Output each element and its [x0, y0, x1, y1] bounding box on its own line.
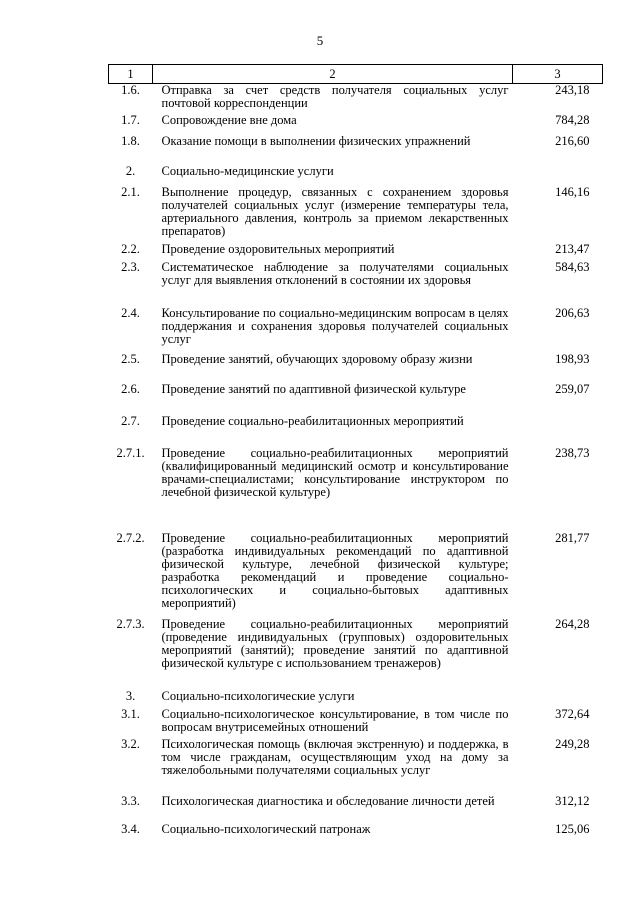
- services-table: [108, 64, 603, 843]
- page-number: 5: [316, 33, 324, 48]
- table-row: [109, 447, 603, 532]
- row-number: 2.7.1.: [116, 445, 145, 460]
- row-description: [153, 690, 513, 708]
- row-number: 2.7.3.: [116, 616, 145, 631]
- row-description: [153, 243, 513, 261]
- row-description-text: Систематическое наблюдение за получателями социальных услуг для выявления отклонений в состоянии их здоровья: [161, 259, 509, 287]
- row-number: 3.1.: [121, 706, 140, 721]
- row-number: 1.7.: [121, 112, 140, 127]
- row-value: 213,47: [555, 241, 590, 256]
- row-value: 281,77: [555, 530, 590, 545]
- table-row: [109, 353, 603, 383]
- table-row: [109, 84, 603, 114]
- row-number: 2.7.: [121, 413, 140, 428]
- table-row: [109, 415, 603, 447]
- row-value: 238,73: [555, 445, 590, 460]
- row-description-text: Проведение социально-реабилитационных мероприятий (квалифицированный медицинский осмотр и консультирование врачами-специалистами; консультирование инструктором по лечебной физической культуре): [161, 445, 509, 499]
- row-description-text: Социально-медицинские услуги: [161, 163, 334, 178]
- row-number: 2.5.: [121, 351, 140, 366]
- table-row: [109, 186, 603, 243]
- row-description-text: Проведение оздоровительных мероприятий: [161, 241, 395, 256]
- table-header-row: [109, 65, 603, 84]
- row-description: [153, 186, 513, 243]
- row-description-text: Оказание помощи в выполнении физических упражнений: [161, 133, 471, 148]
- row-description-text: Проведение социально-реабилитационных мероприятий (проведение индивидуальных (групповых) оздоровительных мероприятий (занятий); проведение занятий по адаптивной физической культуре с использованием тренажеров): [161, 616, 509, 670]
- row-number: 3.3.: [121, 793, 140, 808]
- row-number: 3.: [125, 688, 136, 703]
- row-description: [153, 261, 513, 307]
- row-description-text: Проведение социально-реабилитационных мероприятий: [161, 413, 464, 428]
- row-value: 312,12: [555, 793, 590, 808]
- row-value: 198,93: [555, 351, 590, 366]
- table-row: [109, 307, 603, 353]
- row-value: 243,18: [555, 83, 590, 97]
- column-header-2: 2: [153, 65, 513, 84]
- row-description: [153, 532, 513, 618]
- table-row: [109, 243, 603, 261]
- row-value: 264,28: [555, 616, 590, 631]
- row-value: 259,07: [555, 381, 590, 396]
- row-value: [513, 415, 603, 447]
- row-description: [153, 353, 513, 383]
- table-row: [109, 261, 603, 307]
- row-description: [153, 135, 513, 165]
- table-row: [109, 795, 603, 823]
- row-description-text: Проведение занятий, обучающих здоровому образу жизни: [161, 351, 473, 366]
- row-description-text: Консультирование по социально-медицинским вопросам в целях поддержания и сохранения здоровья получателей социальных услуг: [161, 305, 509, 346]
- row-description-text: Отправка за счет средств получателя социальных услуг почтовой корреспонденции: [161, 83, 509, 110]
- table-row: [109, 690, 603, 708]
- table-row: [109, 708, 603, 738]
- row-value: 784,28: [555, 112, 590, 127]
- row-description: [153, 738, 513, 795]
- row-description-text: Социально-психологические услуги: [161, 688, 355, 703]
- row-number: 2.7.2.: [116, 530, 145, 545]
- row-description: [153, 795, 513, 823]
- row-value: 125,06: [555, 821, 590, 836]
- row-description: [153, 165, 513, 186]
- table-row: [109, 738, 603, 795]
- table-row: [109, 114, 603, 135]
- row-value: 372,64: [555, 706, 590, 721]
- table-row: [109, 823, 603, 843]
- row-value: 584,63: [555, 259, 590, 274]
- row-value: 216,60: [555, 133, 590, 148]
- row-value: [513, 690, 603, 708]
- row-number: 1.6.: [121, 83, 140, 97]
- row-value: 146,16: [555, 184, 590, 199]
- row-value: [513, 165, 603, 186]
- row-number: 2.1.: [121, 184, 140, 199]
- row-description-text: Проведение занятий по адаптивной физической культуре: [161, 381, 466, 396]
- row-description-text: Социально-психологический патронаж: [161, 821, 371, 836]
- table-row: [109, 135, 603, 165]
- row-description: [153, 383, 513, 415]
- row-description: [153, 823, 513, 843]
- row-description-text: Психологическая диагностика и обследование личности детей: [161, 793, 495, 808]
- table-row: [109, 165, 603, 186]
- row-number: 2.3.: [121, 259, 140, 274]
- row-description: [153, 708, 513, 738]
- table-row: [109, 618, 603, 690]
- row-description-text: Выполнение процедур, связанных с сохранением здоровья получателей социальных услуг (измерение температуры тела, артериального давления, контроль за приемом лекарственных препаратов): [161, 184, 509, 238]
- row-description: [153, 447, 513, 532]
- column-header-3: 3: [513, 65, 603, 84]
- row-number: 1.8.: [121, 133, 140, 148]
- row-number: 2.4.: [121, 305, 140, 320]
- row-description-text: Психологическая помощь (включая экстренную) и поддержка, в том числе гражданам, осуществляющим уход на дому за тяжелобольными получателями социальных услуг: [161, 736, 509, 777]
- row-description: [153, 307, 513, 353]
- row-description-text: Проведение социально-реабилитационных мероприятий (разработка индивидуальных рекомендаций по адаптивной физической культуре, лечебной физической культуре; разработка рекомендаций и проведение социально-психологических и социально-бытовых адаптивных мероприятий): [161, 530, 509, 610]
- table-row: [109, 532, 603, 618]
- row-description: [153, 415, 513, 447]
- row-value: 249,28: [555, 736, 590, 751]
- row-number: 3.2.: [121, 736, 140, 751]
- row-number: 3.4.: [121, 821, 140, 836]
- row-description: [153, 618, 513, 690]
- row-number: 2.2.: [121, 241, 140, 256]
- row-description-text: Сопровождение вне дома: [161, 112, 297, 127]
- row-description: [153, 84, 513, 114]
- table-body: [109, 84, 603, 843]
- row-description-text: Социально-психологическое консультирование, в том числе по вопросам внутрисемейных отношений: [161, 706, 509, 734]
- row-number: 2.: [125, 163, 136, 178]
- row-value: 206,63: [555, 305, 590, 320]
- table-row: [109, 383, 603, 415]
- row-description: [153, 114, 513, 135]
- column-header-1: 1: [109, 65, 153, 84]
- row-number: 2.6.: [121, 381, 140, 396]
